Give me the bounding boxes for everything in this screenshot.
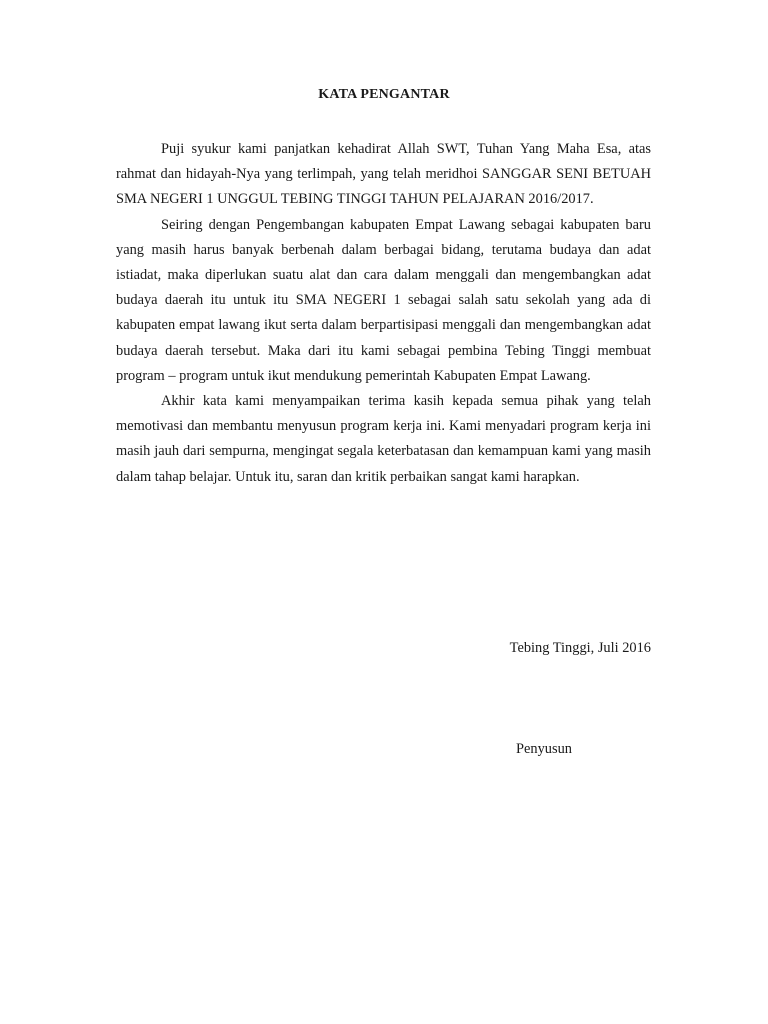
document-body [116,137,651,490]
document-title: KATA PENGANTAR [318,87,450,102]
paragraph: Puji syukur kami panjatkan kehadirat Allah SWT, Tuhan Yang Maha Esa, atas rahmat dan hidayah-Nya yang terlimpah, yang telah meridhoi SANGGAR SENI BETUAH SMA NEGERI 1 UNGGUL TEBING TINGGI TAHUN PELAJARAN 2016/2017. [116,141,651,208]
paragraph: Seiring dengan Pengembangan kabupaten Empat Lawang sebagai kabupaten baru yang masih harus banyak berbenah dalam berbagai bidang, terutama budaya dan adat istiadat, maka diperlukan suatu alat dan cara dalam menggali dan mengembangkan adat budaya daerah itu untuk itu SMA NEGERI 1 sebagai salah satu sekolah yang ada di kabupaten empat lawang ikut serta dalam berpartisipasi menggali dan mengembangkan adat budaya daerah tersebut. Maka dari itu kami sebagai pembina Tebing Tinggi membuat program – program untuk ikut mendukung pemerintah Kabupaten Empat Lawang. [116,216,651,384]
author-signature-label: Penyusun [516,741,572,757]
paragraph: Akhir kata kami menyampaikan terima kasih kepada semua pihak yang telah memotivasi dan membantu menyusun program kerja ini. Kami menyadari program kerja ini masih jauh dari sempurna, mengingat segala keterbatasan dan kemampuan kami yang masih dalam tahap belajar. Untuk itu, saran dan kritik perbaikan sangat kami harapkan. [116,393,651,485]
place-date: Tebing Tinggi, Juli 2016 [509,640,651,656]
